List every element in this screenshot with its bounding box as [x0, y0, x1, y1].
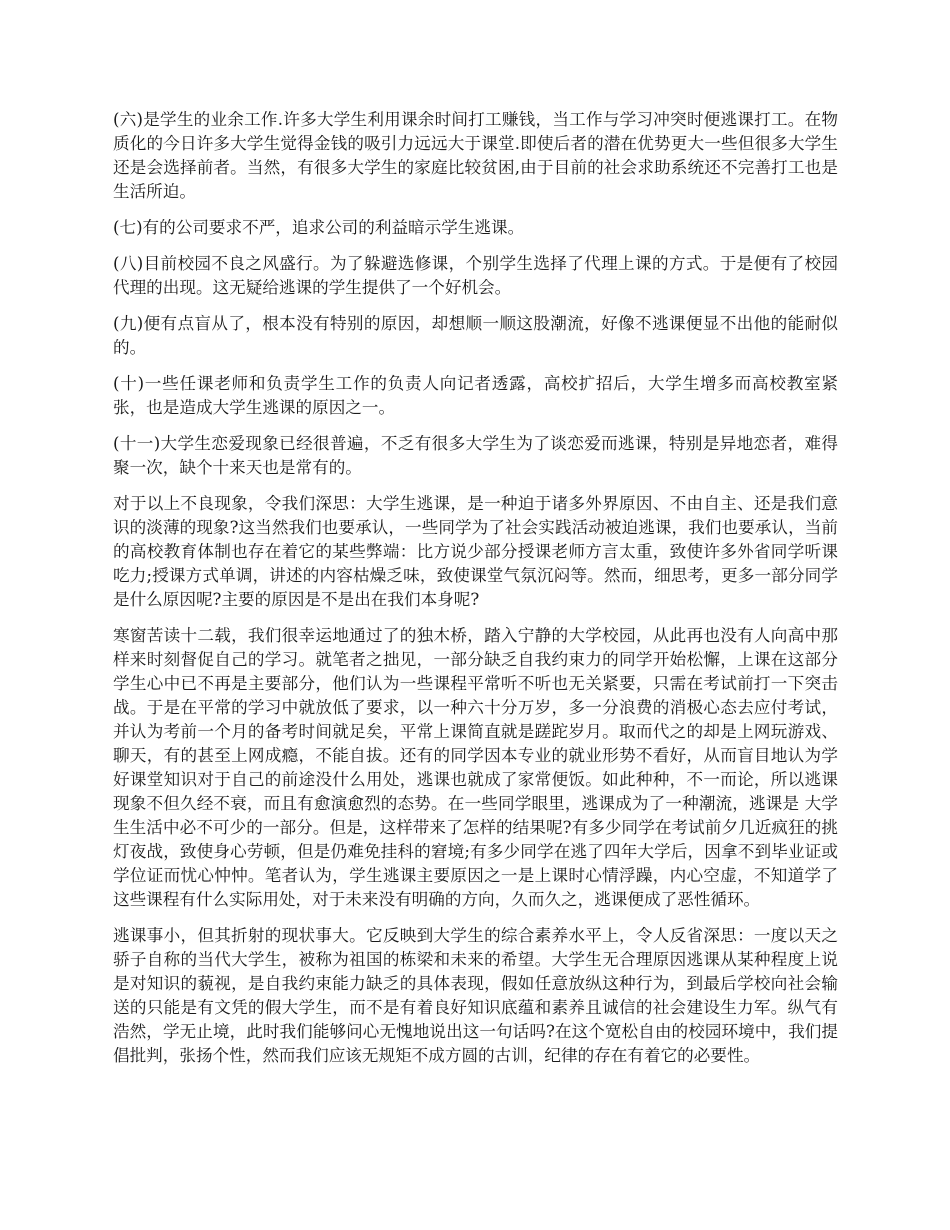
paragraph-10: (十)一些任课老师和负责学生工作的负责人向记者透露，高校扩招后，大学生增多而高校教室紧张，也是造成大学生逃课的原因之一。 — [113, 374, 838, 417]
analysis-paragraph: 寒窗苦读十二载，我们很幸运地通过了的独木桥，踏入宁静的大学校园，从此再也没有人向高中那样来时刻督促自己的学习。就笔者之拙见，一部分缺乏自我约束力的同学开始松懈，上课在这部分学生心中已不再是主要部分，他们认为一些课程平常听不听也无关紧要，只需在考试前打一下突击战。于是在平常的学习中就放低了要求，以一种六十分万岁，多一分浪费的消极心态去应付考试，并认为考前一个月的备考时间就足矣，平常上课简直就是蹉跎岁月。取而代之的却是上网玩游戏、聊天，有的甚至上网成瘾，不能自拔。还有的同学因本专业的就业形势不看好，从而盲目地认为学好课堂知识对于自己的前途没什么用处，逃课也就成了家常便饭。如此种种，不一而论，所以逃课现象不但久经不衰，而且有愈演愈烈的态势。在一些同学眼里，逃课成为了一种潮流，逃课是 大学生生活中必不可少的一部分。但是，这样带来了怎样的结果呢?有多少同学在考试前夕几近疯狂的挑灯夜战，致使身心劳顿，但是仍难免挂科的窘境;有多少同学在逃了四年大学后，因拿不到毕业证或学位证而忧心忡忡。笔者认为，学生逃课主要原因之一是上课时心情浮躁，内心空虚，不知道学了这些课程有什么实际用处，对于未来没有明确的方向，久而久之，逃课便成了恶性循环。 — [113, 626, 838, 909]
paragraph-9: (九)便有点盲从了，根本没有特别的原因，却想顺一顺这股潮流，好像不逃课便显不出他的能耐似的。 — [113, 314, 838, 357]
document-body — [113, 108, 838, 1080]
conclusion-paragraph: 逃课事小，但其折射的现状事大。它反映到大学生的综合素养水平上，令人反省深思：一度以天之骄子自称的当代大学生，被称为祖国的栋梁和未来的希望。大学生无合理原因逃课从某种程度上说是对知识的藐视，是自我约束能力缺乏的具体表现，假如任意放纵这种行为，到最后学校向社会输送的只能是有文凭的假大学生，而不是有着良好知识底蕴和素养且诚信的社会建设生力军。纵气有浩然，学无止境，此时我们能够问心无愧地说出这一句话吗?在这个宽松自由的校园环境中，我们提倡批判，张扬个性，然而我们应该无规矩不成方圆的古训，纪律的存在有着它的必要性。 — [113, 926, 838, 1065]
paragraph-11: (十一)大学生恋爱现象已经很普遍，不乏有很多大学生为了谈恋爱而逃课，特别是异地恋者，难得聚一次，缺个十来天也是常有的。 — [113, 434, 838, 477]
paragraph-7: (七)有的公司要求不严，追求公司的利益暗示学生逃课。 — [113, 218, 525, 237]
paragraph-8: (八)目前校园不良之风盛行。为了躲避选修课，个别学生选择了代理上课的方式。于是便有了校园代理的出现。这无疑给逃课的学生提供了一个好机会。 — [113, 254, 838, 297]
paragraph-6: (六)是学生的业余工作.许多大学生利用课余时间打工赚钱，当工作与学习冲突时便逃课打工。在物质化的今日许多大学生觉得金钱的吸引力远远大于课堂.即使后者的潜在优势更大一些但很多大学生还是会选择前者。当然，有很多大学生的家庭比较贫困,由于目前的社会求助系统还不完善打工也是生活所迫。 — [113, 110, 838, 201]
reflection-paragraph: 对于以上不良现象，令我们深思：大学生逃课，是一种迫于诸多外界原因、不由自主、还是我们意识的淡薄的现象?这当然我们也要承认，一些同学为了社会实践活动被迫逃课，我们也要承认，当前的高校教育体制也存在着它的某些弊端：比方说少部分授课老师方言太重，致使许多外省同学听课吃力;授课方式单调，讲述的内容枯燥乏味，致使课堂气氛沉闷等。然而，细思考，更多一部分同学是什么原因呢?主要的原因是不是出在我们本身呢? — [113, 494, 838, 609]
